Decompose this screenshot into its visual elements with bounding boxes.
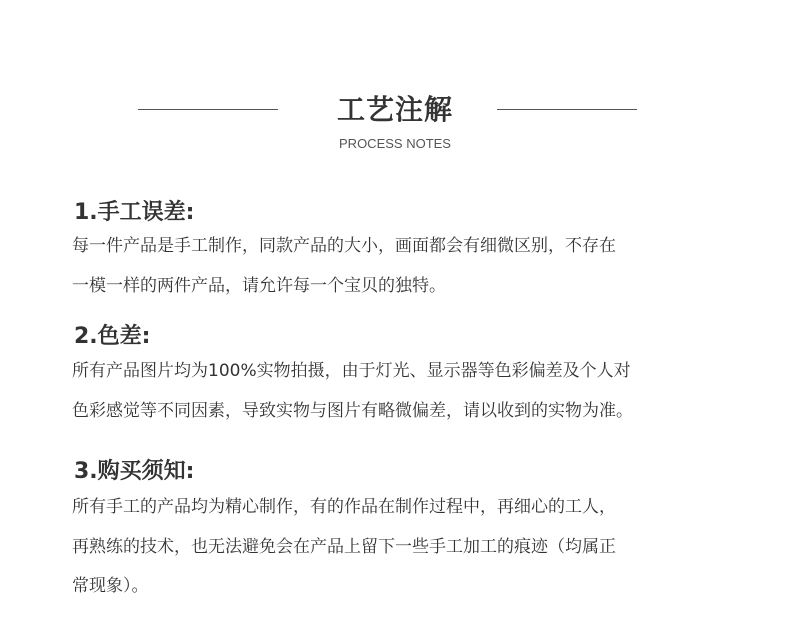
page-title: 工艺注解: [336, 93, 453, 126]
section-text-line: 所有手工的产品均为精心制作，有的作品在制作过程中，再细心的工人，: [72, 497, 616, 517]
section-text-line: 色彩感觉等不同因素，导致实物与图片有略微偏差，请以收到的实物为准。: [72, 401, 633, 421]
section-heading-manual-error: 1.手工误差:: [74, 200, 195, 225]
section-text-line: 每一件产品是手工制作，同款产品的大小，画面都会有细微区别，不存在: [72, 236, 616, 256]
section-text-line: 一模一样的两件产品，请允许每一个宝贝的独特。: [72, 276, 446, 296]
section-text-line: 再熟练的技术，也无法避免会在产品上留下一些手工加工的痕迹（均属正: [72, 537, 616, 557]
section-heading-purchase-notice: 3.购买须知:: [74, 459, 195, 484]
section-text-line: 常现象）。: [72, 576, 149, 596]
page-subtitle: PROCESS NOTES: [339, 136, 451, 151]
section-text-line: 所有产品图片均为100%实物拍摄，由于灯光、显示器等色彩偏差及个人对: [72, 361, 631, 381]
section-heading-color-difference: 2.色差:: [74, 324, 151, 349]
